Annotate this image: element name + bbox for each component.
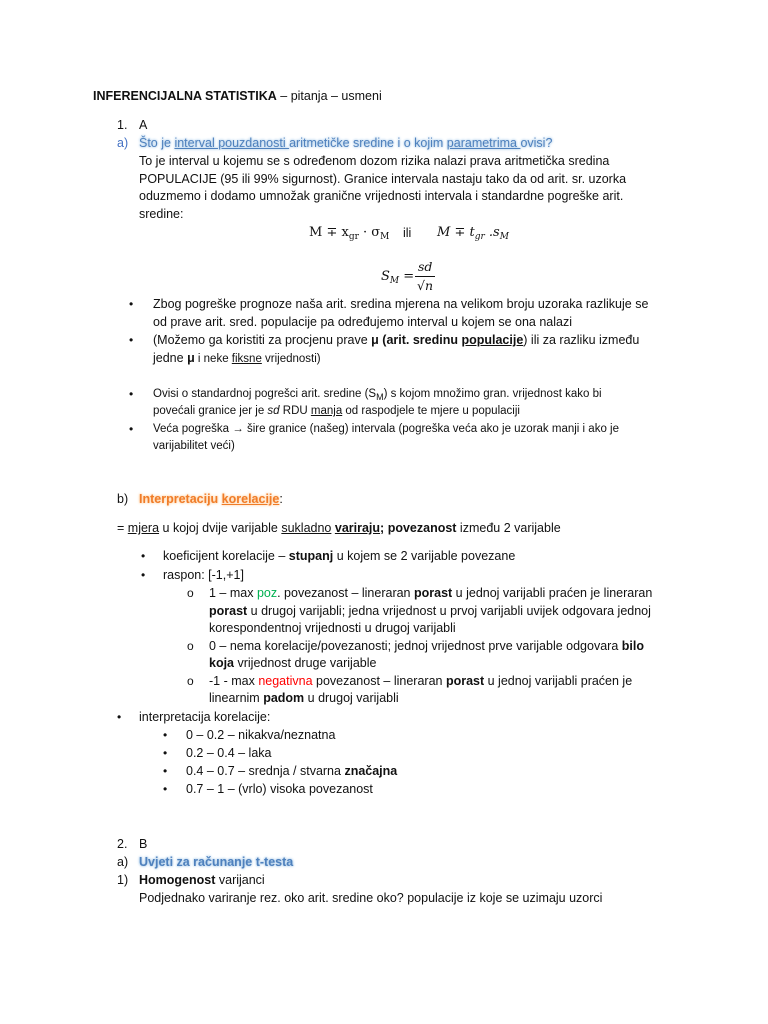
- q1-b4-line-1: Veća pogreška → šire granice (našeg) intervala (pogreška veća ako je uzorak manji i ako je: [153, 423, 619, 435]
- q1-answer-line-1: To je interval u kojemu se s određenom dozom rizika nalazi prava aritmetička sredina: [139, 154, 610, 168]
- b-o3-line-2: [209, 690, 399, 707]
- formula-sm-numerator: sd: [418, 259, 433, 274]
- document-title: [93, 88, 382, 105]
- title-bold: INFERENCIJALNA STATISTIKA: [93, 89, 277, 103]
- b-o3-p1: -1 - max: [209, 674, 259, 688]
- b-heading: [139, 491, 283, 508]
- formula-sm-denominator: √n: [417, 278, 434, 293]
- circle-bullet: o: [187, 674, 194, 688]
- b-def-povezanost: povezanost: [387, 521, 457, 535]
- q1-b2-u2: fiksne: [231, 353, 262, 365]
- b-o3-porast: porast: [445, 674, 485, 688]
- formula-sigma-sub-m: M: [380, 232, 390, 242]
- b-o1-line-1: [209, 585, 652, 602]
- q1-a-p1: Što je: [139, 136, 175, 150]
- formula-sm-sub: M: [389, 276, 400, 286]
- formula-t-rest: .s: [484, 225, 500, 240]
- bullet-dot: •: [129, 333, 134, 347]
- q1-b3-l2a: povećali granice jer je: [153, 405, 268, 417]
- b-o1-p2: . povezanost – lineraran: [277, 586, 414, 600]
- q2-one-rest: varijanci: [215, 873, 265, 887]
- q1-b3-l2c: od raspodjele te mjere u populaciji: [342, 405, 520, 417]
- formula-sm-lhs: S: [381, 269, 390, 284]
- formula-t: [437, 224, 509, 246]
- b-o1-line-2: [209, 603, 651, 620]
- range-text: 0.2 – 0.4 – laka: [186, 746, 272, 760]
- b-o2-line-2: [209, 655, 376, 672]
- b-definition: [117, 520, 561, 537]
- q1-b3-p1: Ovisi o standardnoj pogrešci arit. sredine (S: [153, 388, 377, 400]
- q2-a-label: a): [117, 855, 129, 869]
- formula-t-sub-gr: gr: [474, 232, 485, 242]
- q1-b2-mu: μ: [371, 333, 379, 347]
- b-k1-p1: koeficijent korelacije –: [163, 549, 289, 563]
- range-text: 0.7 – 1 – (vrlo) visoka povezanost: [186, 782, 373, 796]
- formula-sigma-sub-gr: gr: [348, 232, 359, 242]
- b-def-sukladno: sukladno: [281, 521, 332, 535]
- q1-b2-u1: populacije: [461, 333, 524, 347]
- b-k2: raspon: [-1,+1]: [163, 568, 244, 582]
- q1-answer-line-2: POPULACIJE (95 ili 99% sigurnost). Granice intervala nastaju tako da od arit. sr. uzorka: [139, 172, 627, 186]
- title-rest: – pitanja – usmeni: [276, 89, 382, 103]
- b-k1: [163, 548, 515, 565]
- b-def-p2: između 2 varijable: [456, 521, 561, 535]
- b-def-p1: u kojoj dvije varijable: [159, 521, 282, 535]
- b-o3-p2: povezanost – lineraran: [312, 674, 446, 688]
- q1-a-question: [139, 135, 552, 152]
- b-o3-l2c: u drugoj varijabli: [304, 691, 399, 705]
- b-o3-line-1: [209, 673, 632, 690]
- formula-ili: ili: [403, 226, 412, 240]
- b-def-semi: ;: [380, 521, 388, 535]
- q1-b3-p2: ) s kojom množimo gran. vrijednost kako bi: [383, 388, 602, 400]
- b-heading-colon: :: [279, 492, 283, 506]
- b-o1-p3: u jednoj varijabli praćen je lineraran: [452, 586, 653, 600]
- q1-b3-manja: manja: [310, 405, 343, 417]
- q1-answer-line-3: oduzmemo i dodamo umnožak granične vrijednosti intervala i standardne pogreške arit.: [139, 189, 624, 203]
- range-item: [186, 727, 335, 744]
- formula-t-sub-m: M: [499, 232, 509, 242]
- q2-a-heading: Uvjeti za računanje t-testa: [139, 855, 294, 869]
- b-heading-p1: Interpretaciju: [139, 492, 222, 506]
- range-item: [186, 745, 271, 762]
- formula-sm: [381, 268, 414, 290]
- b-o2-p1: 0 – nema korelacije/povezanosti; jednoj vrijednost prve varijable odgovara: [209, 639, 622, 653]
- q1-b2-b1: (arit. sredinu: [378, 333, 462, 347]
- bullet-dot: •: [163, 746, 168, 760]
- range-bold: značajna: [344, 764, 398, 778]
- b-o2-l2: vrijednost druge varijable: [234, 656, 377, 670]
- bullet-dot: •: [163, 764, 168, 778]
- q1-b2-p1: (Možemo ga koristiti za procjenu prave: [153, 333, 372, 347]
- q2-one-desc: Podjednako variranje rez. oko arit. sredine oko? populacije iz koje se uzimaju uzorci: [139, 891, 603, 905]
- b-o1-porast: porast: [413, 586, 453, 600]
- b-def-variraju: variraju: [334, 521, 381, 535]
- range-text: 0.4 – 0.7 – srednja / stvarna: [186, 764, 345, 778]
- q2-one-heading: [139, 872, 265, 889]
- b-o1-l2: u drugoj varijabli; jedna vrijednost u prvoj varijabli uvijek odgovara jednoj: [247, 604, 651, 618]
- bullet-dot: •: [129, 387, 134, 401]
- b-o3-padom: padom: [263, 691, 305, 705]
- bullet-dot: •: [141, 568, 146, 582]
- q1-b2-l2c: vrijednosti): [261, 353, 321, 365]
- q1-letter: A: [139, 118, 148, 132]
- q1-b4-line-2: varijabilitet veći): [153, 440, 235, 452]
- b-o1-line-3: korespondentnoj vrijednosti u drugoj varijabli: [209, 621, 456, 635]
- q1-b1-line-1: Zbog pogreške prognoze naša arit. sredina mjerena na velikom broju uzoraka razlikuje se: [153, 297, 649, 311]
- q1-b3-l2b: RDU: [279, 405, 311, 417]
- b-def-eq: =: [117, 521, 128, 535]
- b-label: b): [117, 492, 129, 506]
- q2-one-label: 1): [117, 873, 129, 887]
- circle-bullet: o: [187, 586, 194, 600]
- q1-a-u2: parametrima: [446, 136, 521, 150]
- q1-b3-sd: sd: [267, 405, 280, 417]
- b-o3-p3: u jednoj varijabli praćen je: [484, 674, 633, 688]
- q1-answer-line-4: sredine:: [139, 207, 184, 221]
- q1-b3-line-2: [153, 403, 520, 420]
- range-item: [186, 763, 397, 780]
- q1-b2-p2: ) ili za razliku između: [523, 333, 640, 347]
- b-o1-p1: 1 – max: [209, 586, 257, 600]
- bullet-dot: •: [129, 422, 134, 436]
- q2-letter: B: [139, 837, 148, 851]
- b-o2-bilo: bilo: [621, 639, 644, 653]
- b-o3-neg: negativna: [258, 674, 313, 688]
- b-k1-b: stupanj: [288, 549, 334, 563]
- b-o2-l2b: koja: [209, 656, 235, 670]
- formula-sm-eq: =: [399, 269, 415, 284]
- q1-b2-line-2: [153, 350, 321, 368]
- q1-b1-line-2: od prave arit. sred. populacije pa određujemo interval u kojem se ona nalazi: [153, 315, 572, 329]
- formula-sigma-rest: · σ: [358, 225, 381, 240]
- q1-b2-l2a: jedne: [153, 351, 188, 365]
- bullet-dot: •: [141, 549, 146, 563]
- b-o3-l2a: linearnim: [209, 691, 264, 705]
- formula-sigma: [309, 224, 389, 246]
- bullet-dot: •: [163, 782, 168, 796]
- q1-b2-l2b: i neke: [194, 353, 232, 365]
- b-o1-poz: poz: [256, 586, 278, 600]
- q1-b2-line-1: [153, 332, 639, 349]
- q2-number: 2.: [117, 837, 128, 851]
- b-k1-p2: u kojem se 2 varijable povezane: [333, 549, 516, 563]
- b-interp: interpretacija korelacije:: [139, 710, 271, 724]
- bullet-dot: •: [117, 710, 122, 724]
- formula-sigma-m: M ∓ x: [309, 225, 349, 240]
- formula-t-m: M ∓ t: [437, 225, 475, 240]
- q1-b2-mu2: μ: [187, 351, 195, 365]
- q1-a-p3: ovisi?: [520, 136, 553, 150]
- q1-b3-sub: M: [376, 392, 384, 402]
- b-o2-line-1: [209, 638, 644, 655]
- range-item: [186, 781, 373, 798]
- bullet-dot: •: [163, 728, 168, 742]
- bullet-dot: •: [129, 297, 134, 311]
- q1-a-u1: interval pouzdanosti: [174, 136, 290, 150]
- circle-bullet: o: [187, 639, 194, 653]
- q1-a-p2: aritmetičke sredine i o kojim: [289, 136, 447, 150]
- q1-a-label: a): [117, 136, 129, 150]
- b-o1-l2b: porast: [209, 604, 248, 618]
- b-def-mjera: mjera: [127, 521, 160, 535]
- range-text: 0 – 0.2 – nikakva/neznatna: [186, 728, 336, 742]
- q1-number: 1.: [117, 118, 128, 132]
- q2-one-bold: Homogenost: [139, 873, 216, 887]
- b-heading-u: korelacije: [221, 492, 280, 506]
